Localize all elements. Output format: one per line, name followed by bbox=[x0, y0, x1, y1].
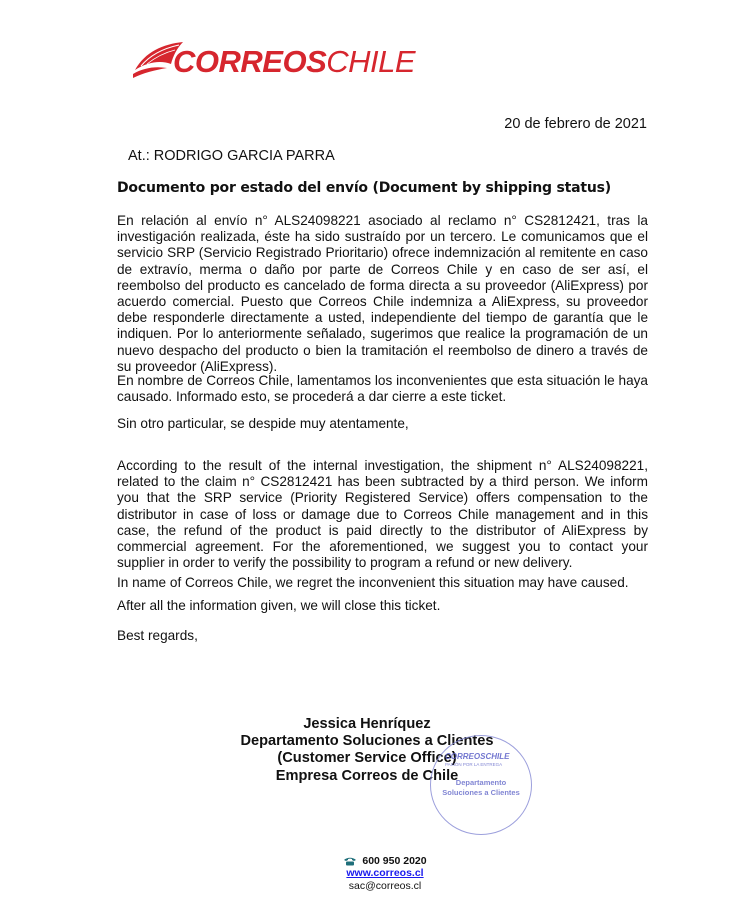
department-stamp bbox=[430, 735, 532, 835]
contact-footer bbox=[340, 855, 430, 892]
paragraph-en-1: According to the result of the internal investigation, the shipment n° ALS24098221, related to the claim n° CS2812421 has been subtracted by a third person. We inform you that the SRP service (Priority Registered Service) offers compensation to the distributor in case of loss or damage due to Correos Chile management and in this case, the refund of the product is paid directly to the distributor of AliExpress by commercial agreement. For the aforementioned, we suggest you to contact your supplier in order to verify the possibility to program a refund or new delivery. bbox=[117, 458, 648, 571]
stamp-dept-line2: Soluciones a Clientes bbox=[442, 788, 520, 797]
paragraph-en-3: After all the information given, we will close this ticket. bbox=[117, 598, 441, 613]
stamp-brand: CORREOSCHILE bbox=[445, 752, 510, 761]
email-address: sac@correos.cl bbox=[348, 879, 422, 892]
paragraph-es-2: En nombre de Correos Chile, lamentamos los inconvenientes que esta situación le haya causado. Informado esto, se procederá a dar cierre a este ticket. bbox=[117, 373, 648, 405]
stamp-tagline: PASIÓN POR LA ENTREGA bbox=[445, 762, 503, 767]
paragraph-es-1: En relación al envío n° ALS24098221 asociado al reclamo n° CS2812421, tras la investigación realizada, éste ha sido sustraído por un tercero. Le comunicamos que el servicio SRP (Servicio Registrado Prioritario) ofrece indemnización al remitente en caso de extravío, merma o daño por parte de Correos Chile y en caso de ser así, el reembolso del producto es cancelado de forma directa a su proveedor (AliExpress) por acuerdo comercial. Puesto que Correos Chile indemniza a AliExpress, su proveedor debe responderle directamente a usted, independiente del tiempo de garantía que le indiquen. Por lo anteriormente señalado, sugerimos que realice la programación de un nuevo despacho del producto o bien la tramitación el reembolso de dinero a través de su proveedor (AliExpress). bbox=[117, 213, 648, 374]
document-title: Documento por estado del envío (Document by shipping status) bbox=[117, 180, 611, 196]
logo-text-light: CHILE bbox=[326, 44, 416, 79]
logo-wordmark bbox=[173, 44, 415, 80]
signatory-department: Departamento Soluciones a Clientes bbox=[240, 733, 494, 750]
telephone-icon bbox=[343, 857, 357, 866]
logo-text-bold: CORREOS bbox=[173, 44, 327, 79]
stamp-department bbox=[431, 778, 531, 798]
signatory-name: Jessica Henríquez bbox=[303, 716, 431, 732]
correoschile-logo bbox=[133, 38, 416, 82]
phone-line bbox=[340, 855, 430, 867]
signatory-department-en: (Customer Service Office) bbox=[277, 750, 457, 767]
signatory-company: Empresa Correos de Chile bbox=[275, 767, 459, 784]
letter-date: 20 de febrero de 2021 bbox=[504, 116, 647, 132]
paragraph-en-2: In name of Correos Chile, we regret the inconvenient this situation may have caused. bbox=[117, 575, 629, 590]
website-link[interactable]: www.correos.cl bbox=[346, 867, 424, 880]
paragraph-es-closing: Sin otro particular, se despide muy atentamente, bbox=[117, 416, 409, 431]
phone-number: 600 950 2020 bbox=[362, 855, 427, 867]
paragraph-en-closing: Best regards, bbox=[117, 628, 198, 643]
stamp-dept-line1: Departamento bbox=[455, 778, 507, 787]
attention-line: At.: RODRIGO GARCIA PARRA bbox=[128, 148, 335, 164]
